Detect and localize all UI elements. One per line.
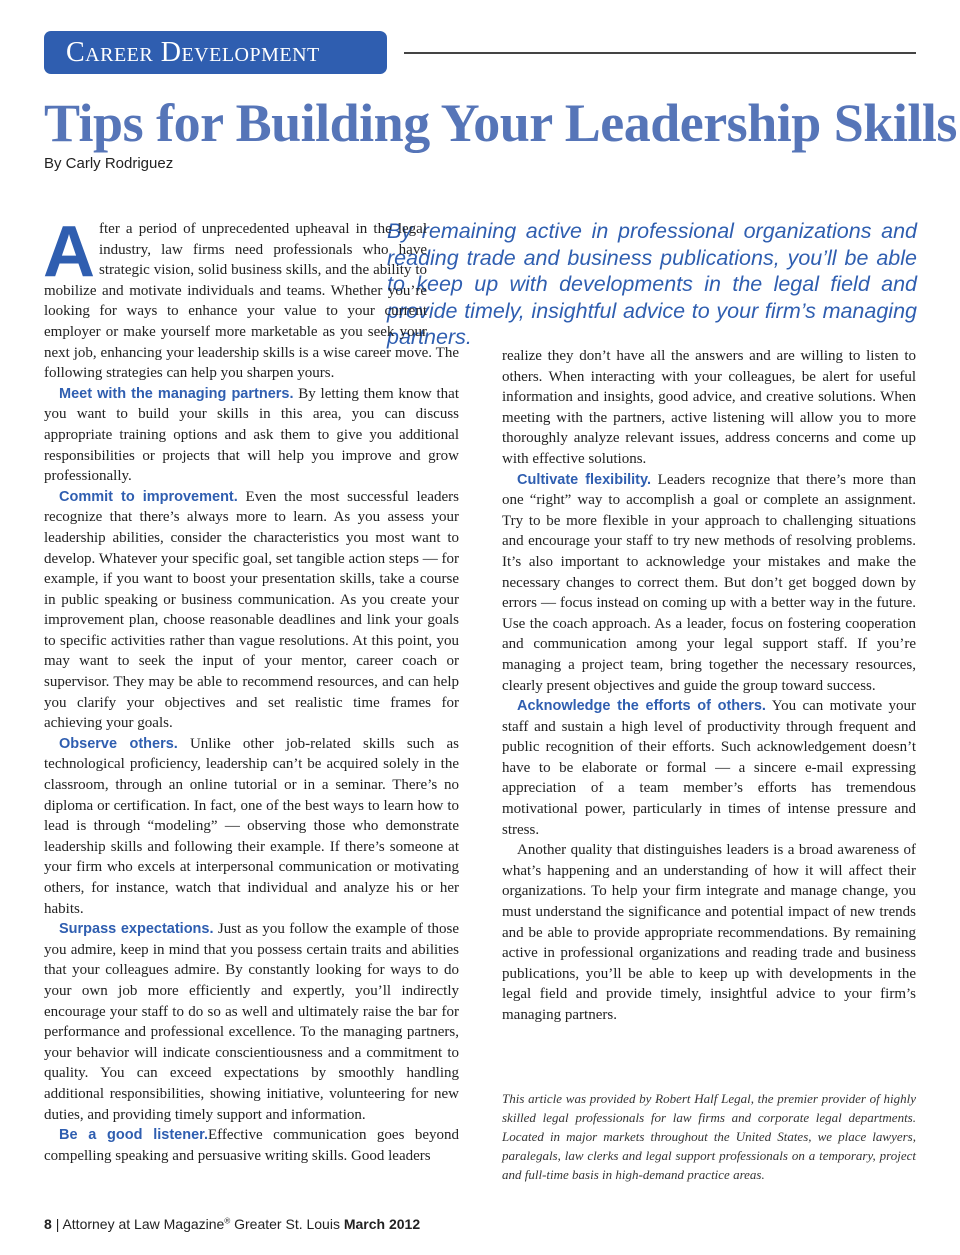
tip-body: Leaders recognize that there’s more than one “right” way to accomplish a goal or complete an assignment. Try to be more flexible in your approach to challenging situations and encourage your staff to try new methods of resolving problems. It’s also important to acknowledge your mistakes and make the necessary changes to correct them. But don’t get bogged down by errors — focus instead on coming up with a better way in the future. Use the coach approach. As a leader, focus on fostering cooperation and communication among your legal support staff. If you’re managing a project team, bring together the necessary resources, clearly present objectives and guide the group toward success.	[502, 471, 916, 694]
right-column	[502, 346, 916, 1026]
intro-text: fter a period of unprecedented upheaval in the legal industry, law firms need professionals who have strategic vision, solid business skills, and the ability to mobilize and motivate individuals and teams. Whether you’re looking for ways to enhance your value to your current employer or make yourself more marketable as you seek your next job, enhancing your leadership skills is a wise career move. The following strategies can help you sharpen yours.	[44, 221, 459, 382]
section-label: Career Development	[66, 37, 320, 68]
tip-body: You can motivate your staff and sustain a high level of productivity through frequent and public recognition of their efforts. Such acknowledgement doesn’t have to be elaborate or formal — a sincere e-mail expressing appreciation of a team member’s efforts has tremendous motivational power, particularly in times of intense pressure and stress.	[502, 698, 916, 838]
tip-body: Unlike other job-related skills such as technological proficiency, leadership can’t be acquired solely in the classroom, through an online tutorial or in a seminar. There’s no diploma or certification. In fact, one of the best ways to learn how to lead is through “modeling” — observing those who demonstrate leadership skills and following their example. If there’s someone at your firm who excels at interpersonal communication or motivating others, for instance, watch that individual and analyze his or her habits.	[44, 735, 459, 917]
tip-heading: Surpass expectations.	[59, 921, 214, 938]
byline: By Carly Rodriguez	[44, 155, 174, 172]
tip-heading: Commit to improvement.	[59, 488, 238, 505]
tip-paragraph	[44, 487, 459, 734]
tip-heading: Observe others.	[59, 735, 178, 752]
page-footer	[44, 1216, 420, 1232]
tip-body: Effective communication goes beyond compelling speaking and persuasive writing skills. Good leaders	[44, 1127, 460, 1164]
tip-heading: Be a good listener.	[59, 1127, 209, 1144]
tip-heading: Cultivate flexibility.	[517, 471, 651, 488]
tip-paragraph	[502, 470, 916, 697]
pull-quote-wrap-space	[427, 219, 459, 342]
tip-paragraph	[502, 696, 916, 840]
tip-paragraph	[44, 384, 459, 487]
footer-separator: |	[55, 1216, 60, 1232]
edition-name: Greater St. Louis	[234, 1216, 340, 1232]
left-column	[43, 212, 460, 1166]
continuation-paragraph: realize they don’t have all the answers and are willing to listen to others. When interacting with your colleagues, be alert for useful information and insights, good advice, and creative solutions. When meeting with the partners, active listening will allow you to more thoroughly analyze relevant issues, address concerns and come up with effective solutions.	[502, 348, 916, 467]
tip-paragraph	[44, 1125, 459, 1166]
header-rule	[404, 52, 916, 54]
tip-body: Even the most successful leaders recognize that there’s always more to learn. As you assess your leadership abilities, consider the characteristics you most want to develop. Whatever your specific goal, set tangible action steps — for example, if you want to boost your presentation skills, take a course in public speaking or business communication. As you create your improvement plan, choose reasonable deadlines and link your goals to specific activities rather than vague resolutions. At this point, you may want to seek the input of your mentor, career coach or supervisor. They may be able to recommend resources, and can help you clarify your objectives and set realistic time frames for achieving your goals.	[44, 488, 459, 732]
registered-mark: ®	[224, 1216, 231, 1226]
tip-heading: Meet with the managing partners.	[59, 385, 294, 402]
pull-quote: By remaining active in professional organizations and reading trade and business publications, you’ll be able to keep up with developments in the legal field and provide timely, insightful advice to your firm’s managing partners.	[387, 219, 917, 349]
article-credit: This article was provided by Robert Half Legal, the premier provider of highly skilled legal professionals for law firms and corporate legal departments. Located in major markets throughout the United States, we place lawyers, paralegals, law clerks and legal support professionals on a temporary, project and full-time basis in high-demand practice areas.	[502, 1091, 916, 1182]
publication-name: Attorney at Law Magazine	[62, 1216, 225, 1232]
closing-paragraph: Another quality that distinguishes leaders is a broad awareness of what’s happening and an understanding of how it will affect their organizations. To help your firm integrate and manage change, you must understand the significance and potential impact of new trends and be able to provide appropriate recommendations. By remaining active in professional organizations and reading trade and business publications, you’ll be able to keep up with developments in the legal field and provide timely, insightful advice to your firm’s managing partners.	[502, 842, 916, 1023]
tip-paragraph	[44, 919, 459, 1125]
drop-cap: A	[43, 212, 95, 292]
intro-paragraph	[43, 212, 459, 384]
tip-paragraph	[44, 734, 459, 919]
page-number: 8	[44, 1216, 52, 1232]
article-title: Tips for Building Your Leadership Skills	[44, 93, 957, 153]
tip-heading: Acknowledge the efforts of others.	[517, 698, 766, 715]
tip-body: Just as you follow the example of those you admire, keep in mind that you possess certain traits and abilities that your colleagues admire. By constantly looking for ways to do your own job more efficiently and expertly, you’ll indirectly encourage your staff to do so as well and ultimately raise the bar for performance and professional excellence. To the managing partners, your behavior will indicate conscientiousness and a commitment to quality. You can exceed expectations by smoothly handling additional responsibilities, showing initiative, volunteering for new duties, and providing timely support and information.	[44, 921, 460, 1123]
issue-date: March 2012	[343, 1216, 421, 1232]
section-header-tab	[44, 31, 387, 74]
tip-body: By letting them know that you want to build your skills in this area, you can discuss appropriate training options and ask them to give you additional responsibilities or projects that will help you improve and grow professionally.	[44, 385, 459, 485]
